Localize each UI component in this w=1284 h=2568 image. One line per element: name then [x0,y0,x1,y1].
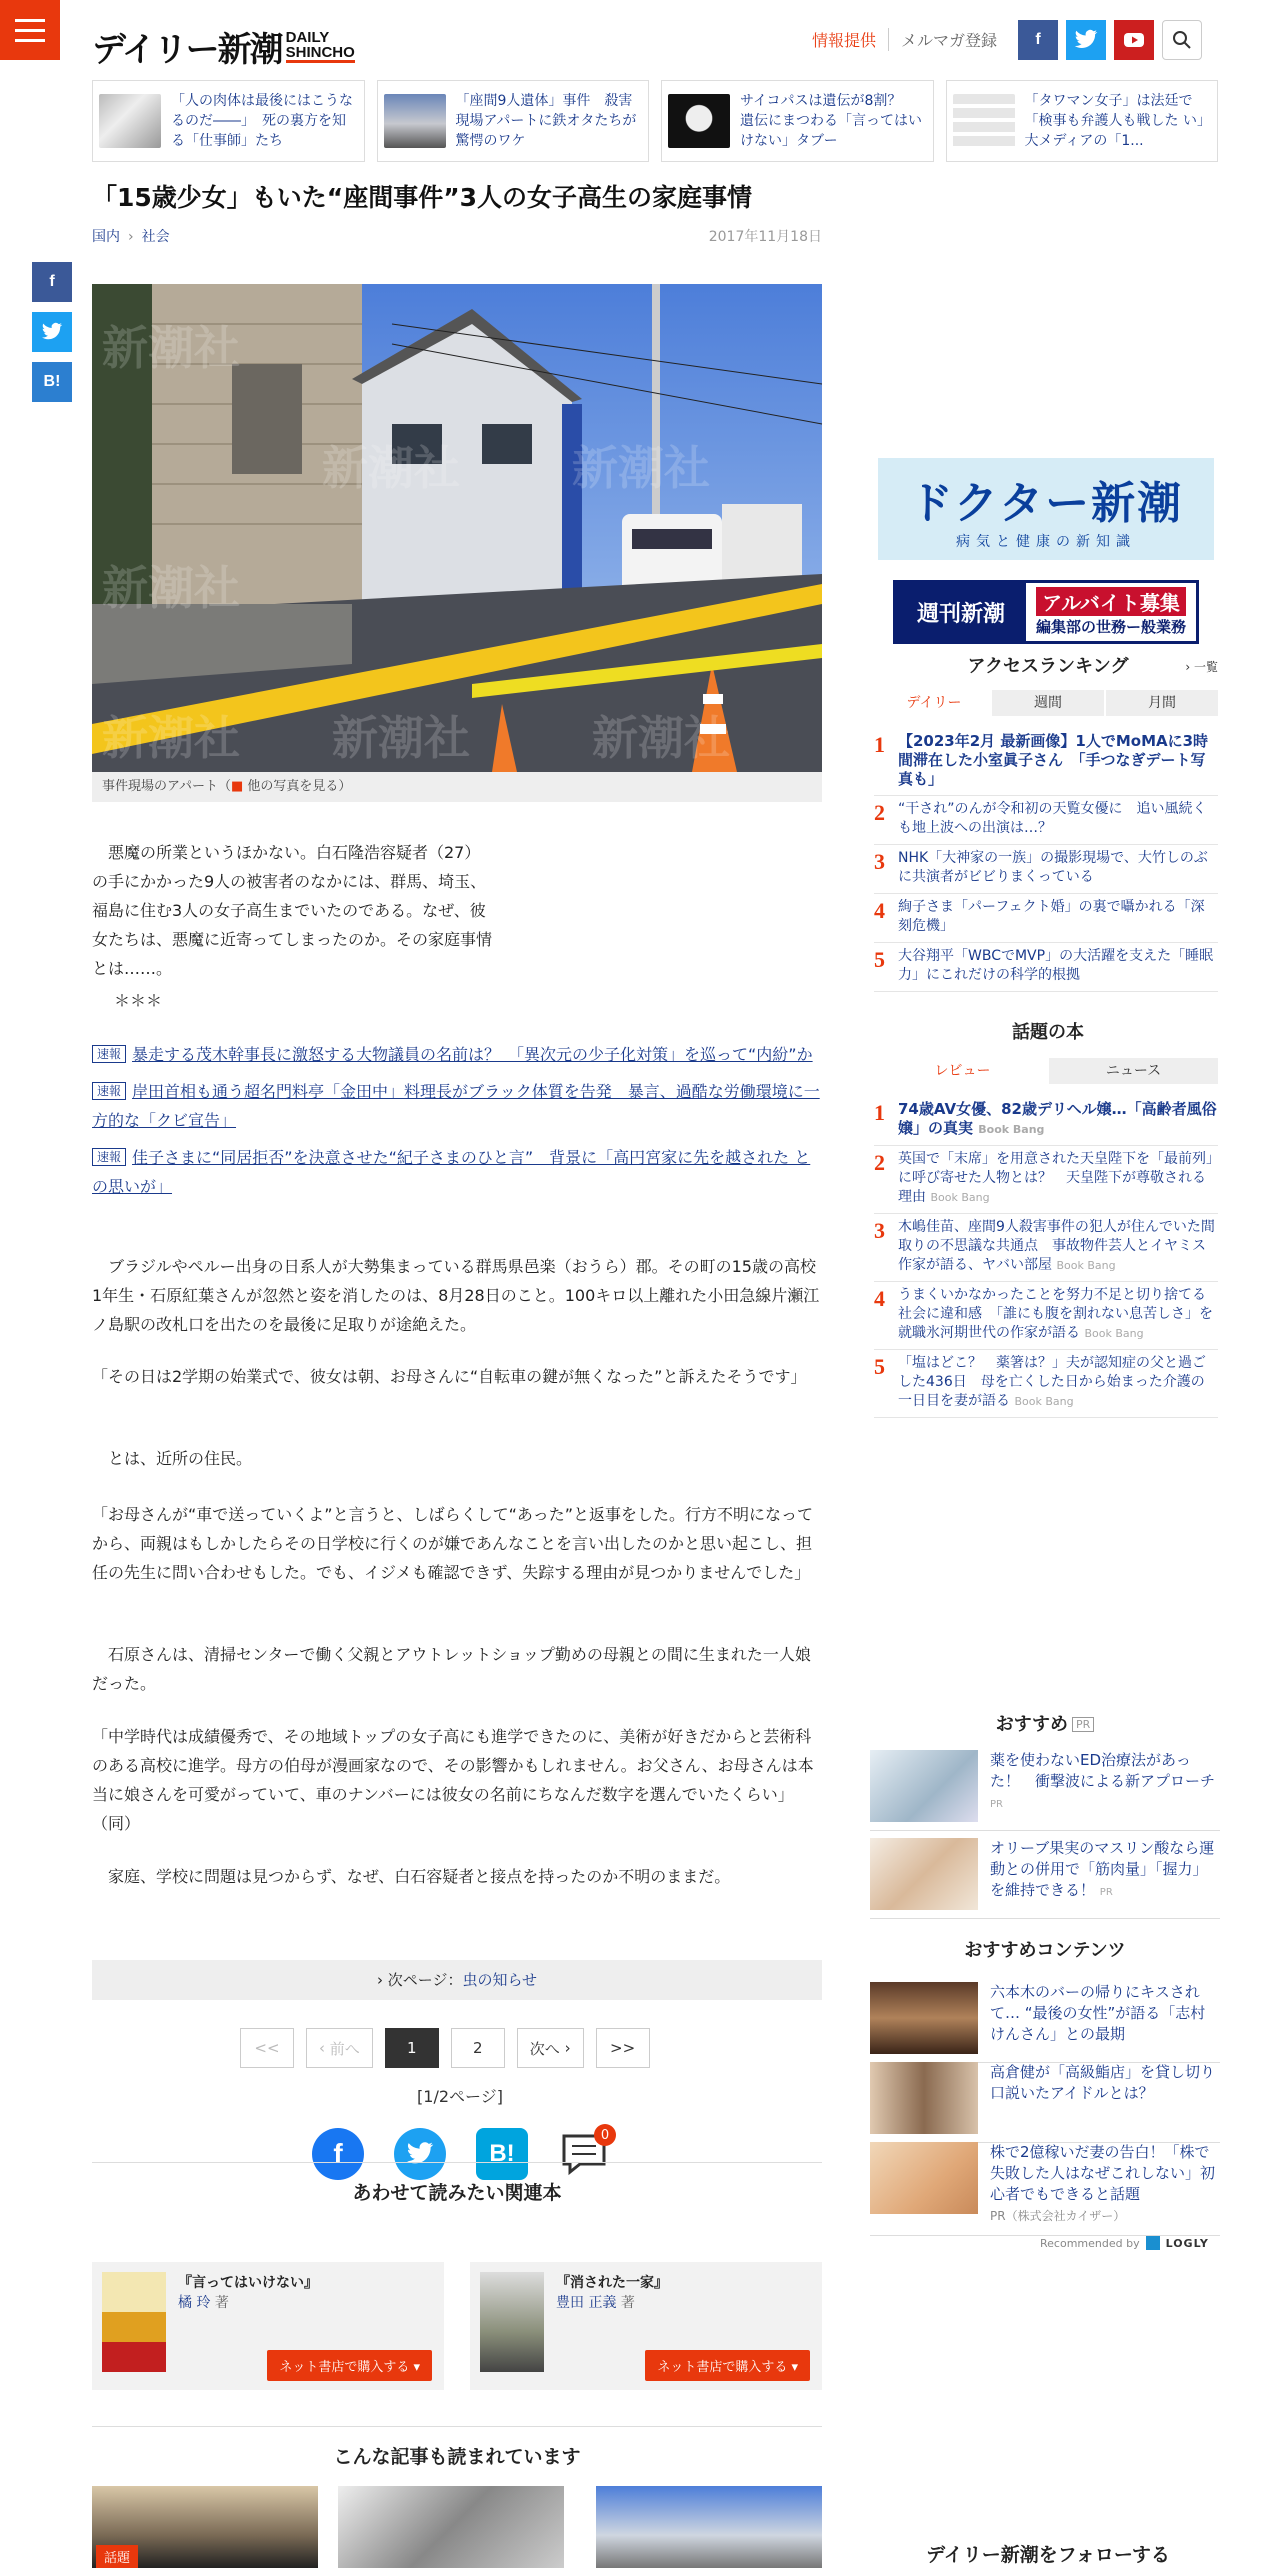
pickup-title: 「タワマン女子」は法廷で「検事も弁護人も戦した い」 大メディアの「1... [1024,93,1218,149]
separator-stars: ＊＊＊ [114,991,163,1010]
related-book[interactable] [92,2262,444,2390]
ranking-more-link[interactable]: › 一覧 [1185,660,1218,674]
paragraph: 家庭、学校に問題は見つからず、なぜ、白石容疑者と接点を持ったのか不明のままだ。 [108,1867,731,1886]
ranking-item[interactable]: 1 【2023年2月 最新画像】1人でMoMAに3時間滞在した小室眞子さん 「手つなぎデート写真も」 [874,728,1218,796]
menu-bar [15,29,45,32]
breaking-link[interactable]: 速報 暴走する茂木幹事長に激怒する大物議員の名前は？ 「異次元の少子化対策」を巡って“内紛”か [92,1040,822,1069]
book-item[interactable]: 5 「塩はどこ？ 薬箸は？」夫が認知症の父と過ごした436日 母を亡くした日から始まった介護の一日目を妻が語る Book Bang [874,1350,1218,1418]
page-2-button[interactable]: 2 [451,2028,505,2068]
content-item[interactable]: 六本木のバーの帰りにキスされて… “最後の女性”が語る「志村けんさん」との最期 [870,1982,1220,2063]
chevron-left-icon: ‹ [319,2039,330,2057]
info-link[interactable]: 情報提供 [800,28,889,51]
comment-count: 0 [594,2124,616,2146]
facebook-icon[interactable]: f [1018,20,1058,60]
pickup-thumb [99,94,161,148]
chevron-right-icon: › [1185,660,1194,674]
pickup-item[interactable] [946,80,1219,162]
content-thumb [870,2142,978,2214]
mailmag-link[interactable]: メルマガ登録 [900,31,997,50]
divider [92,2162,822,2163]
svg-text:新潮社: 新潮社 [332,711,470,765]
doctor-shincho-banner[interactable]: ドクター新潮 病気と健康の新知識 [878,458,1214,560]
breadcrumb-domestic[interactable]: 国内 [92,229,120,245]
pickup-thumb [668,94,730,148]
content-thumb [870,1982,978,2054]
svg-text:新潮社: 新潮社 [102,711,240,765]
topic-badge: 話題 [96,2545,138,2568]
svg-text:新潮社: 新潮社 [572,441,710,495]
tab-monthly[interactable]: 月間 [1106,690,1218,716]
tab-review[interactable]: レビュー [878,1058,1047,1084]
search-icon[interactable] [1162,20,1202,60]
header-links [800,28,1009,51]
book-item[interactable]: 4 うまくいかなかったことを努力不足と切り捨てる社会に違和感 「誰にも腹を割れない息苦しさ」を就職氷河期世代の作家が語る Book Bang [874,1282,1218,1350]
ranking-heading: アクセスランキング [967,656,1129,677]
book-cover [102,2272,166,2372]
paragraph: 石原さんは、清掃センターで働く父親とアウトレットショップ勤めの母親との間に生まれた一人娘だった。 [92,1645,811,1693]
breaking-links [92,1040,822,1209]
pickup-item[interactable] [377,80,650,162]
breaking-link[interactable]: 速報 岸田首相も通う超名門料亭「金田中」料理長がブラック体質を告発 暴言、過酷な労働環境に一方的な「クビ宣告」 [92,1082,820,1130]
ranking-item[interactable]: 5 大谷翔平「WBCでMVP」の大活躍を支えた「睡眠力」にこれだけの科学的根拠 [874,943,1218,992]
next-page-button[interactable]: 次へ › [517,2028,584,2068]
book-item[interactable]: 2 英国で「末席」を用意された天皇陛下を「最前列」に呼び寄せた人物とは？ 天皇陛下が尊敬される理由 Book Bang [874,1146,1218,1214]
facebook-share-icon[interactable]: f [312,2128,364,2180]
book-title: 『消された一家』 [556,2275,668,2291]
chevron-right-icon: › [376,1971,383,1989]
paragraph: とは、近所の住民。 [108,1449,253,1468]
paragraph: 「お母さんが“車で送っていくよ”と言うと、しばらくして“あった”と返事をした。行方不明になってから、両親はもしかしたらその日学校に行くのが嫌であんなことを言い出したのかと思い起こし、担任の先生に問い合わせもした。でも、イジメも確認できず、失踪する理由が見つかりませんでした」 [92,1505,813,1582]
hatena-bookmark-icon[interactable]: B! [32,362,72,402]
tab-daily[interactable]: デイリー [878,690,990,716]
prev-page-button[interactable]: ‹ 前へ [306,2028,373,2068]
paragraph: 「その日は2学期の始業式で、彼女は朝、お母さんに“自転車の鍵が無くなった”と訴えたそうです」 [92,1367,807,1386]
ranking-tabs [878,690,1218,716]
camera-icon: ■ [230,779,244,794]
book-author: 橘 玲 著 [178,2295,229,2311]
ranking-item[interactable]: 2 “干され”のんが令和初の天覧女優に 追い風続くも地上波への出演は…？ [874,796,1218,845]
book-ranking-list [874,1096,1218,1418]
comment-icon[interactable] [558,2128,610,2180]
pagination [240,2028,650,2068]
pickup-title: 「座間9人遺体」事件 殺害現場アパートに鉄オタたちが驚愕のワケ [455,93,637,149]
content-thumb [870,2062,978,2134]
paragraph: 「中学時代は成績優秀で、その地域トップの女子高にも進学できたのに、美術が好きだからと芸術科のある高校に進学。母方の伯母が漫画家なので、その影響かもしれません。お父さん、お母さんは本当に娘さんを可愛がっていて、車のナンバーには彼女の名前にちなんだ数字を選んでいたくらい」（同） [92,1727,814,1833]
ranking-item[interactable]: 3 NHK「大神家の一族」の撮影現場で、大竹しのぶに共演者がビビりまくっている [874,845,1218,894]
article-date: 2017年11月18日 [708,229,822,245]
youtube-icon[interactable] [1114,20,1154,60]
facebook-share-icon[interactable]: f [32,262,72,302]
pickup-item[interactable] [92,80,365,162]
last-page-button[interactable]: >> [596,2028,650,2068]
logo-jp: デイリー新潮 [92,30,282,70]
menu-button[interactable] [0,0,60,60]
logo-en: DAILY SHINCHO [285,29,355,61]
pickup-title: 「人の肉体は最後にはこうなるのだ――」 死の裏方を知る「仕事師」たち [171,93,353,149]
photo-caption: 事件現場のアパート（■ 他の写真を見る） [92,772,822,802]
site-logo[interactable] [92,22,355,71]
logly-credit[interactable]: Recommended by LOGLY [1040,2236,1209,2250]
chevron-right-icon: › [559,2039,571,2057]
related-books-heading: あわせて読みたい関連本 [352,2182,562,2204]
book-tabs [878,1058,1218,1084]
svg-text:新潮社: 新潮社 [102,561,240,615]
recommend-item[interactable]: 薬を使わないED治療法があった！ 衝撃波による新アプローチ PR [870,1750,1220,1831]
also-read-item[interactable] [338,2486,564,2568]
paragraph: ブラジルやペルー出身の日系人が大勢集まっている群馬県邑楽（おうら）郡。その町の15歳の高校1年生・石原紅葉さんが忽然と姿を消したのは、8月28日のこと。100キロ以上離れた小田急線片瀬江ノ島駅の改札口を出たのを最後に足取りが途絶えた。 [92,1257,820,1334]
tab-news[interactable]: ニュース [1049,1058,1218,1084]
article-lead: 悪魔の所業というほかない。白石隆浩容疑者（27）の手にかかった9人の被害者のなかには、群馬、埼玉、福島に住む3人の女子高生までいたのである。なぜ、彼女たちは、悪魔に近寄ってしまったのか。その家庭事情とは……。 [92,843,493,978]
also-read-heading: こんな記事も読まれています [333,2446,581,2468]
recommend-thumb [870,1838,978,1910]
related-book[interactable] [470,2262,822,2390]
twitter-share-icon[interactable] [32,312,72,352]
books-heading: 話題の本 [1012,1022,1084,1043]
breadcrumb [92,226,170,246]
shukan-shincho-job-banner[interactable]: 週刊新潮 アルバイト募集 編集部の世務ー般業務 [893,580,1199,644]
svg-text:新潮社: 新潮社 [592,711,730,765]
svg-text:新潮社: 新潮社 [102,321,240,375]
buy-book-button[interactable]: ネット書店で購入する ▾ [267,2350,432,2381]
side-share [32,262,72,402]
book-item[interactable]: 3 木嶋佳苗、座間9人殺害事件の犯人が住んでいた間取りの不思議な共通点 事故物件芸人とイヤミス作家が語る、ヤバい部屋 Book Bang [874,1214,1218,1282]
ranking-list [874,728,1218,992]
page-indicator: [1/2ページ] [417,2087,503,2106]
twitter-icon[interactable] [1066,20,1106,60]
article-title: 「15歳少女」もいた“座間事件”3人の女子高生の家庭事情 [92,183,753,212]
book-title: 『言ってはいけない』 [178,2275,318,2291]
contents-heading: おすすめコンテンツ [964,1940,1126,1961]
more-photos-link[interactable]: 他の写真を見る [247,779,339,794]
pickup-item[interactable] [661,80,934,162]
divider [92,2426,822,2427]
next-page-bar[interactable]: › 次ページ：虫の知らせ [92,1960,822,2000]
recommend-item[interactable]: オリーブ果実のマスリン酸なら運動との併用で「筋肉量」「握力」を維持できる！ PR [870,1838,1220,1919]
follow-heading: デイリー新潮をフォローする [926,2544,1170,2566]
book-item[interactable]: 1 74歳AV女優、82歳デリヘル嬢…「高齢者風俗嬢」の真実 Book Bang [874,1096,1218,1146]
recommend-thumb [870,1750,978,1822]
twitter-share-icon[interactable] [394,2128,446,2180]
pickup-thumb [953,94,1015,148]
svg-text:新潮社: 新潮社 [322,441,460,495]
content-item[interactable]: 高倉健が「高級鮨店」を貸し切り口説いたアイドルとは？ [870,2062,1220,2143]
article-photo[interactable] [92,284,822,772]
book-cover [480,2272,544,2372]
also-read-item[interactable] [596,2486,822,2568]
page-1-button[interactable]: 1 [385,2028,439,2068]
header-social [1018,20,1202,60]
bottom-share [312,2128,610,2180]
also-read-item[interactable] [92,2486,318,2568]
menu-bar [15,39,45,42]
tab-weekly[interactable]: 週間 [992,690,1104,716]
breaking-link[interactable]: 速報 佳子さまに“同居拒否”を決意させた“紀子さまのひと言” 背景に「高円宮家に先を越された との思いが」 [92,1148,811,1196]
hatena-bookmark-icon[interactable]: B! [476,2128,528,2180]
pickup-title: サイコパスは遺伝が8割？ 遺伝にまつわる「言ってはいけない」タブー [740,93,922,149]
pickup-articles [92,80,1218,162]
book-author: 豊田 正義 著 [556,2295,635,2311]
ranking-item[interactable]: 4 絢子さま「パーフェクト婚」の裏で囁かれる「深刻危機」 [874,894,1218,943]
buy-book-button[interactable]: ネット書店で購入する ▾ [645,2350,810,2381]
chevron-right-icon: › [128,229,134,245]
pickup-thumb [384,94,446,148]
first-page-button[interactable]: << [240,2028,294,2068]
breadcrumb-society[interactable]: 社会 [141,229,170,245]
logly-logo-icon [1146,2236,1160,2250]
content-item[interactable]: 株で2億稼いだ妻の告白！「株で失敗した人はなぜこれしない」初心者でもできると話題 PR（株式会社カイザー） [870,2142,1220,2236]
osusume-heading: おすすめ PR [870,1710,1220,1736]
menu-bar [15,19,45,22]
